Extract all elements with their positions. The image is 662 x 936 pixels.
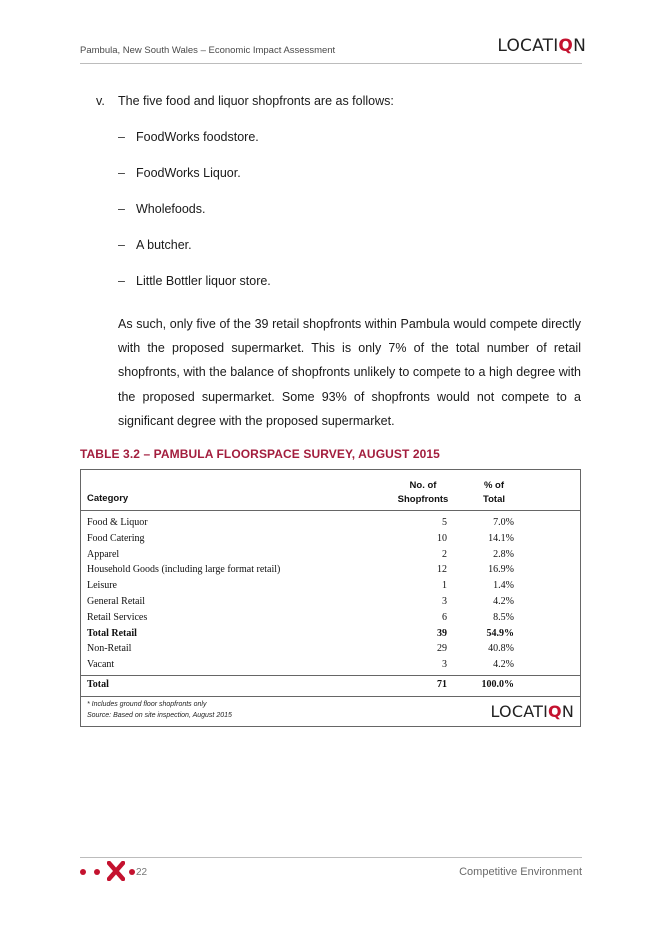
dash-marker: – [118, 202, 125, 216]
location-logo-table [491, 704, 575, 720]
row-category: Vacant [87, 659, 115, 671]
section-name: Competitive Environment [459, 866, 582, 878]
table-source: Source: Based on site inspection, August 2015 [87, 712, 232, 719]
header-shopfronts [393, 479, 453, 507]
row-total: 40.8% [488, 643, 514, 655]
header-total-line2: Total [483, 494, 505, 505]
list-item [118, 273, 271, 309]
list-item [118, 237, 271, 273]
table-row [81, 515, 580, 531]
table-row-subtotal [81, 626, 580, 642]
row-shopfronts: 1 [442, 580, 447, 592]
list-item [118, 201, 271, 237]
header-shopfronts-line2: Shopfronts [397, 494, 449, 505]
intro-line [96, 94, 394, 108]
shopfront-list [118, 129, 271, 309]
header-category: Category [87, 493, 129, 504]
logo-text: LOCATI [497, 36, 559, 56]
row-shopfronts: 3 [442, 659, 447, 671]
table-note: * Includes ground floor shopfronts only [87, 701, 207, 708]
footer-dot-icon [80, 869, 86, 875]
dash-marker: – [118, 130, 125, 144]
notes-divider [81, 696, 580, 697]
row-shopfronts: 6 [442, 611, 447, 623]
row-shopfronts: 12 [437, 564, 447, 576]
list-item-text: FoodWorks foodstore. [136, 130, 259, 144]
row-category: Leisure [87, 580, 117, 592]
dash-marker: – [118, 238, 125, 252]
logo-accent: Q [548, 702, 562, 721]
row-total: 54.9% [486, 627, 514, 639]
list-item [118, 165, 271, 201]
intro-text: The five food and liquor shopfronts are as follows: [118, 94, 394, 108]
table-row [81, 610, 580, 626]
row-shopfronts: 3 [442, 596, 447, 607]
table-row [81, 641, 580, 657]
row-total: 8.5% [493, 611, 514, 623]
list-item-text: Little Bottler liquor store. [136, 274, 271, 288]
list-item [118, 129, 271, 165]
row-total: 2.8% [493, 548, 514, 560]
row-shopfronts: 10 [437, 532, 447, 544]
table-row [81, 562, 580, 578]
total-divider [81, 675, 580, 676]
table-header [81, 478, 580, 508]
header-total [466, 479, 522, 507]
body-paragraph: As such, only five of the 39 retail shopfronts within Pambula would compete directly with the proposed supermarket. This is only 7% of the total number of retail shopfronts, with the balance of shopfronts unlikely to compete to a high degree with the proposed supermarket. Some 93% of shopfronts would not compete to a significant degree with the proposed supermarket. [118, 317, 581, 428]
row-total: 4.2% [493, 659, 514, 671]
logo-text-end: N [573, 36, 586, 56]
row-shopfronts: 39 [437, 627, 447, 639]
header-divider [81, 510, 580, 511]
logo-accent: Q [558, 36, 574, 56]
row-total: 4.2% [493, 596, 514, 607]
row-shopfronts: 71 [437, 679, 447, 690]
location-logo [497, 38, 586, 55]
x-mark-icon [107, 861, 125, 881]
table-row-total [81, 677, 580, 693]
row-total: 100.0% [481, 679, 514, 690]
list-item-text: FoodWorks Liquor. [136, 166, 241, 180]
row-category: Food & Liquor [87, 517, 148, 528]
floorspace-table [80, 469, 581, 727]
table-row [81, 657, 580, 673]
footer-dot-icon [129, 869, 135, 875]
row-category: Retail Services [87, 611, 148, 623]
row-category: Total Retail [87, 627, 137, 639]
dash-marker: – [118, 166, 125, 180]
row-total: 16.9% [488, 564, 514, 576]
header-total-line1: % of [483, 480, 505, 491]
page-number: 22 [136, 867, 148, 878]
row-total: 7.0% [493, 517, 514, 528]
dash-marker: – [118, 274, 125, 288]
row-shopfronts: 2 [442, 548, 447, 560]
row-category: Food Catering [87, 532, 145, 544]
header-rule [80, 63, 582, 64]
row-total: 1.4% [493, 580, 514, 592]
table-row [81, 547, 580, 563]
footer-rule [80, 857, 582, 858]
table-row [81, 531, 580, 547]
footer-dot-icon [94, 869, 100, 875]
table-title: TABLE 3.2 – PAMBULA FLOORSPACE SURVEY, AUGUST 2015 [80, 447, 440, 461]
row-category: General Retail [87, 596, 146, 607]
row-shopfronts: 29 [437, 643, 447, 655]
row-category: Apparel [87, 548, 120, 560]
logo-text: LOCATI [490, 702, 549, 721]
logo-text-end: N [561, 702, 574, 721]
header-shopfronts-line1: No. of [409, 480, 437, 491]
row-total: 14.1% [488, 532, 514, 544]
row-category: Household Goods (including large format retail) [87, 564, 281, 576]
running-header: Pambula, New South Wales – Economic Impact Assessment [80, 45, 336, 56]
row-category: Total [87, 679, 109, 690]
list-item-text: A butcher. [136, 238, 192, 252]
row-shopfronts: 5 [442, 517, 447, 528]
list-item-text: Wholefoods. [136, 202, 206, 216]
list-number: v. [96, 94, 105, 108]
table-row [81, 594, 580, 610]
table-row [81, 578, 580, 594]
row-category: Non-Retail [87, 643, 132, 655]
